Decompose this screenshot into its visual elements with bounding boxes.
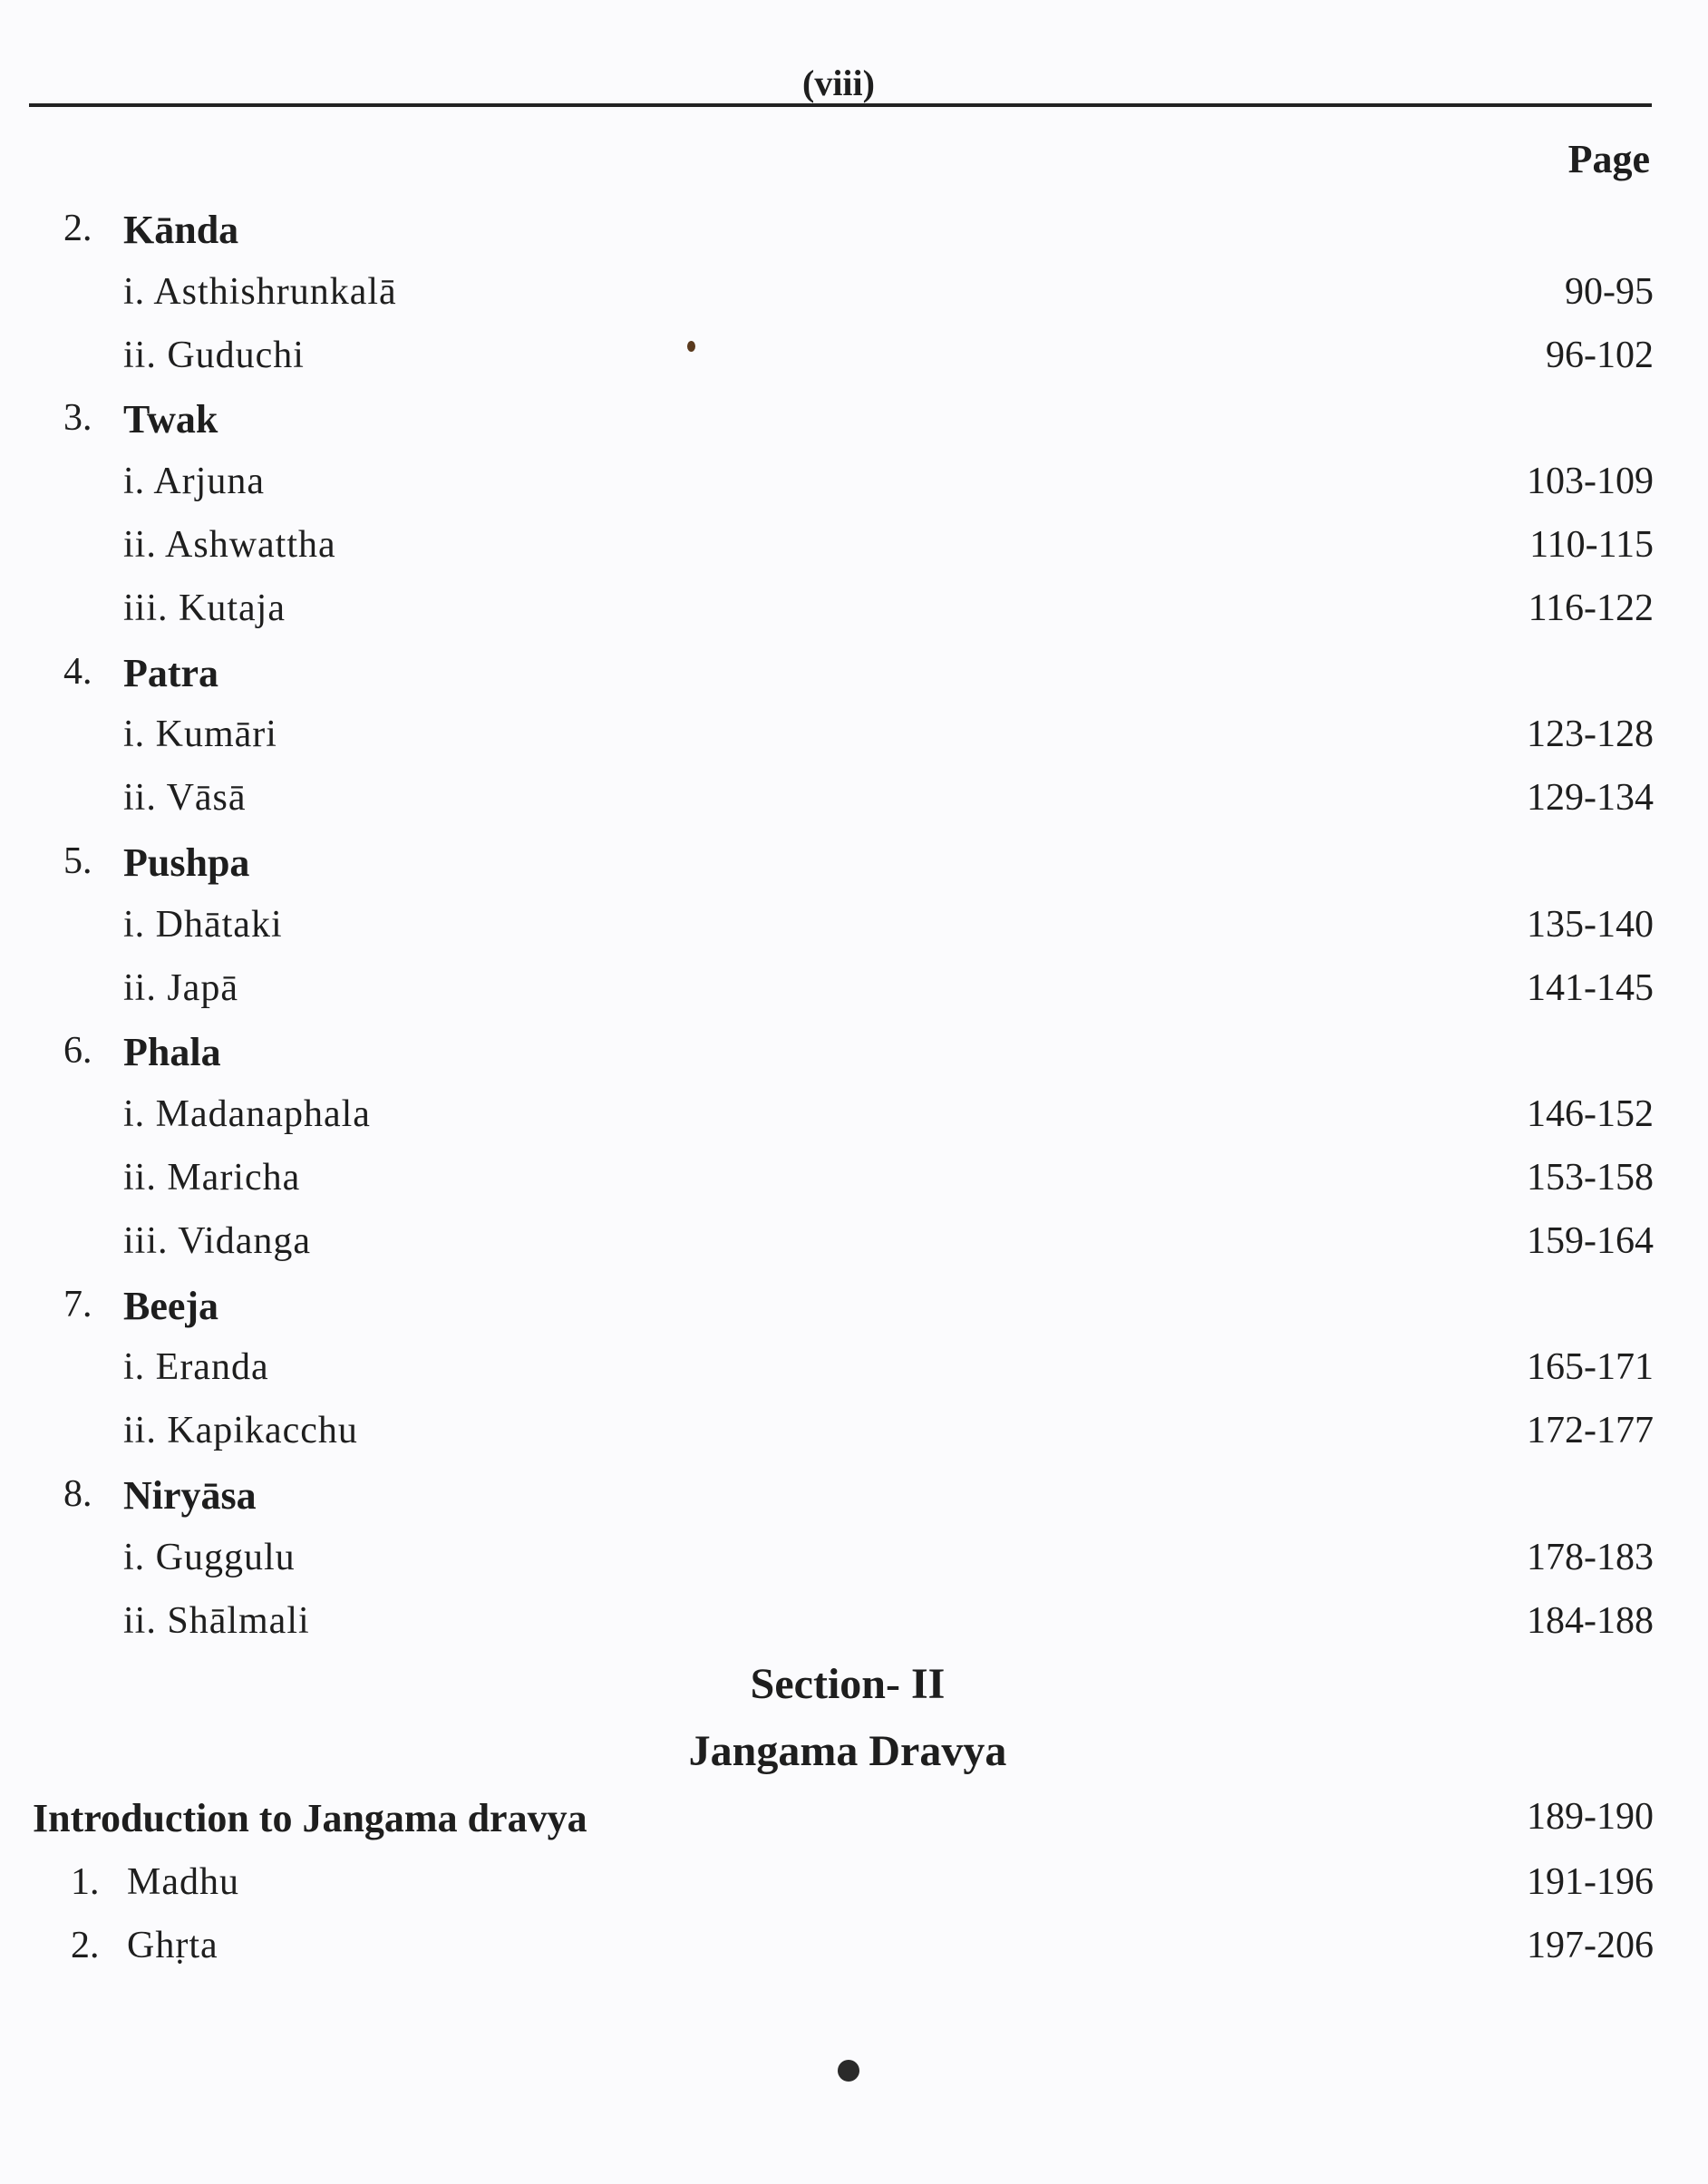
toc-row-heading: [0, 840, 1708, 894]
item-number: 1.: [71, 1861, 100, 1903]
toc-row-item: [0, 587, 1708, 641]
item-label: ii. Shālmali: [123, 1600, 310, 1642]
toc-row-intro: [0, 1795, 1708, 1849]
toc-row-item: [0, 1860, 1708, 1915]
heading-number: 8.: [63, 1473, 92, 1515]
heading-number: 4.: [63, 651, 92, 693]
page-range: 189-190: [1527, 1796, 1654, 1838]
page-range: 191-196: [1527, 1861, 1654, 1903]
item-label: Madhu: [127, 1861, 239, 1903]
item-label: ii. Guduchi: [123, 335, 305, 376]
toc-row-heading: [0, 1283, 1708, 1337]
heading-number: 5.: [63, 840, 92, 882]
item-label: ii. Ashwattha: [123, 524, 336, 566]
toc-row-heading: [0, 1029, 1708, 1083]
toc-row-item: [0, 334, 1708, 388]
heading-label: Niryāsa: [123, 1473, 257, 1518]
toc-row-heading: [0, 207, 1708, 261]
item-label: ii. Vāsā: [123, 777, 247, 819]
toc-row-item: [0, 270, 1708, 325]
toc-row-item: [0, 1536, 1708, 1590]
item-label: iii. Kutaja: [123, 587, 286, 629]
item-label: Ghṛta: [127, 1925, 218, 1966]
toc-row-item: [0, 1345, 1708, 1400]
page-range: 184-188: [1527, 1600, 1654, 1642]
page-range: 172-177: [1527, 1410, 1654, 1451]
heading-number: 3.: [63, 397, 92, 439]
header-rule: [29, 103, 1652, 107]
toc-row-item: [0, 966, 1708, 1021]
page-range: 103-109: [1527, 461, 1654, 502]
heading-label: Beeja: [123, 1284, 219, 1328]
page-range: 153-158: [1527, 1157, 1654, 1199]
toc-row-item: [0, 1092, 1708, 1147]
item-label: i. Asthishrunkalā: [123, 271, 397, 313]
section-label: Section- II: [750, 1660, 946, 1708]
page-range: 178-183: [1527, 1537, 1654, 1578]
toc-row-heading: [0, 396, 1708, 451]
page-range: 135-140: [1527, 904, 1654, 946]
item-label: ii. Maricha: [123, 1157, 301, 1199]
toc-row-item: [0, 1156, 1708, 1210]
heading-label: Twak: [123, 397, 218, 442]
page-number: (viii): [802, 63, 875, 103]
heading-label: Pushpa: [123, 840, 250, 885]
toc-row-heading: [0, 650, 1708, 704]
item-label: ii. Kapikacchu: [123, 1410, 358, 1451]
item-label: i. Eranda: [123, 1346, 269, 1388]
page-range: 146-152: [1527, 1093, 1654, 1135]
page-range: 96-102: [1546, 335, 1654, 376]
item-label: ii. Japā: [123, 967, 238, 1009]
toc-row-heading: [0, 1472, 1708, 1527]
item-label: iii. Vidanga: [123, 1220, 312, 1262]
toc-row-item: [0, 713, 1708, 767]
bullet-dot: [838, 2060, 859, 2082]
item-label: i. Arjuna: [123, 461, 265, 502]
page-range: 129-134: [1527, 777, 1654, 819]
page-column-label: Page: [1567, 137, 1650, 181]
page-range: 90-95: [1565, 271, 1654, 313]
page-range: 123-128: [1527, 713, 1654, 755]
toc-row-item: [0, 1219, 1708, 1274]
ink-speck: [687, 341, 695, 352]
page-range: 110-115: [1529, 524, 1654, 566]
heading-label: Phala: [123, 1030, 221, 1074]
page-range: 141-145: [1527, 967, 1654, 1009]
page-range: 197-206: [1527, 1925, 1654, 1966]
page-range: 159-164: [1527, 1220, 1654, 1262]
heading-number: 2.: [63, 208, 92, 249]
heading-label: Patra: [123, 651, 219, 695]
page-range: 165-171: [1527, 1346, 1654, 1388]
item-label: i. Madanaphala: [123, 1093, 371, 1135]
intro-label: Introduction to Jangama dravya: [33, 1796, 587, 1840]
page-range: 116-122: [1528, 587, 1654, 629]
toc-row-item: [0, 1599, 1708, 1654]
toc-row-item: [0, 903, 1708, 957]
toc-row-item: [0, 1409, 1708, 1463]
toc-row-item: [0, 1924, 1708, 1978]
item-label: i. Guggulu: [123, 1537, 296, 1578]
section-title: Jangama Dravya: [688, 1727, 1007, 1775]
toc-row-item: [0, 776, 1708, 830]
toc-row-item: [0, 460, 1708, 514]
heading-label: Kānda: [123, 208, 239, 252]
item-label: i. Dhātaki: [123, 904, 283, 946]
item-number: 2.: [71, 1925, 100, 1966]
toc-row-item: [0, 523, 1708, 578]
heading-number: 6.: [63, 1030, 92, 1072]
item-label: i. Kumāri: [123, 713, 277, 755]
heading-number: 7.: [63, 1284, 92, 1325]
